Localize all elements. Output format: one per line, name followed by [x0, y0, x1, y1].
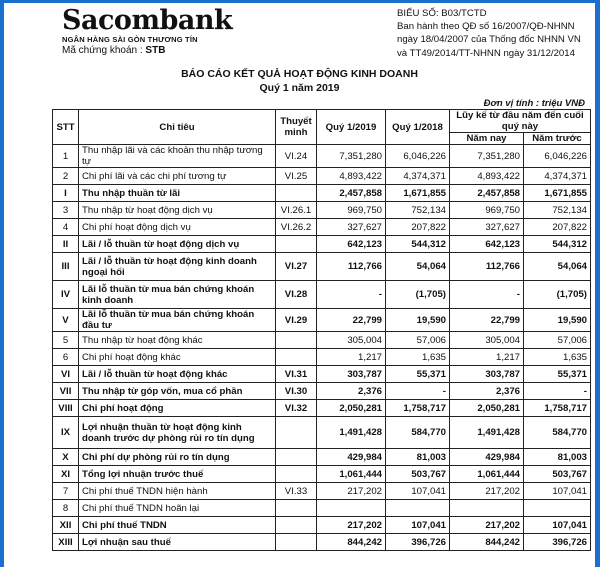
table-row [53, 400, 591, 417]
table-row [53, 417, 591, 449]
item-cell: Chi phí lãi và các chi phí tương tự [79, 168, 276, 185]
q1-2018-cell: 584,770 [386, 417, 450, 449]
ytd-last-year-cell: 4,374,371 [524, 168, 591, 185]
col-header-note: Thuyết minh [276, 110, 317, 145]
item-cell: Thu nhập từ hoạt động khác [79, 332, 276, 349]
q1-2018-cell: 544,312 [386, 236, 450, 253]
q1-2019-cell [317, 500, 386, 517]
note-cell [276, 449, 317, 466]
ytd-last-year-cell: 107,041 [524, 517, 591, 534]
q1-2019-cell: 2,376 [317, 383, 386, 400]
stt-cell: 8 [53, 500, 79, 517]
q1-2018-cell: 207,822 [386, 219, 450, 236]
q1-2018-cell: 1,671,855 [386, 185, 450, 202]
ytd-last-year-cell: 1,671,855 [524, 185, 591, 202]
ytd-this-year-cell: 112,766 [450, 253, 524, 281]
stt-cell: V [53, 309, 79, 332]
col-header-ytd: Lũy kế từ đầu năm đến cuối quý này [450, 110, 591, 133]
note-cell: VI.26.2 [276, 219, 317, 236]
ytd-last-year-cell: 207,822 [524, 219, 591, 236]
col-header-item: Chỉ tiêu [79, 110, 276, 145]
stt-cell: XIII [53, 534, 79, 551]
report-period: Quý 1 năm 2019 [259, 82, 340, 94]
ytd-last-year-cell: 107,041 [524, 483, 591, 500]
regulation-note [397, 7, 593, 60]
q1-2018-cell [386, 500, 450, 517]
q1-2019-cell: 2,457,858 [317, 185, 386, 202]
q1-2019-cell: 1,491,428 [317, 417, 386, 449]
q1-2018-cell: 396,726 [386, 534, 450, 551]
stt-cell: VI [53, 366, 79, 383]
q1-2018-cell: 503,767 [386, 466, 450, 483]
ytd-this-year-cell: 303,787 [450, 366, 524, 383]
ytd-this-year-cell: 217,202 [450, 517, 524, 534]
item-cell: Chi phí hoạt động [79, 400, 276, 417]
table-row [53, 332, 591, 349]
ytd-last-year-cell: 1,635 [524, 349, 591, 366]
note-cell [276, 417, 317, 449]
note-cell: VI.30 [276, 383, 317, 400]
item-cell: Chi phí thuế TNDN hiện hành [79, 483, 276, 500]
ytd-this-year-cell [450, 500, 524, 517]
q1-2019-cell: 22,799 [317, 309, 386, 332]
ytd-last-year-cell: 6,046,226 [524, 145, 591, 168]
note-cell [276, 534, 317, 551]
regulation-line-3: và TT49/2014/TT-NHNN ngày 31/12/2014 [397, 47, 575, 59]
q1-2019-cell: 969,750 [317, 202, 386, 219]
item-cell: Lãi / lỗ thuần từ hoạt động kinh doanh ngoại hối [79, 253, 276, 281]
q1-2019-cell: 1,217 [317, 349, 386, 366]
ytd-last-year-cell: - [524, 383, 591, 400]
note-cell [276, 236, 317, 253]
item-cell: Chi phí dự phòng rủi ro tín dụng [79, 449, 276, 466]
item-cell: Tổng lợi nhuận trước thuế [79, 466, 276, 483]
table-row [53, 145, 591, 168]
table-body [53, 145, 591, 551]
q1-2019-cell: 112,766 [317, 253, 386, 281]
item-cell: Lãi lỗ thuần từ mua bán chứng khoán kinh doanh [79, 281, 276, 309]
ytd-last-year-cell: 54,064 [524, 253, 591, 281]
table-row [53, 517, 591, 534]
note-cell: VI.25 [276, 168, 317, 185]
table-row [53, 219, 591, 236]
ytd-this-year-cell: 1,061,444 [450, 466, 524, 483]
ytd-last-year-cell: 81,003 [524, 449, 591, 466]
form-code: BIỂU SỐ: B03/TCTD [397, 8, 487, 19]
stock-code [62, 45, 165, 56]
q1-2019-cell: 4,893,422 [317, 168, 386, 185]
note-cell: VI.26.1 [276, 202, 317, 219]
ytd-last-year-cell: 19,590 [524, 309, 591, 332]
q1-2019-cell: 303,787 [317, 366, 386, 383]
ytd-last-year-cell: 1,758,717 [524, 400, 591, 417]
note-cell: VI.24 [276, 145, 317, 168]
col-header-stt: STT [53, 110, 79, 145]
q1-2018-cell: (1,705) [386, 281, 450, 309]
q1-2019-cell: 429,984 [317, 449, 386, 466]
ytd-last-year-cell: 503,767 [524, 466, 591, 483]
table-row [53, 449, 591, 466]
col-header-q1-2018: Quý 1/2018 [386, 110, 450, 145]
table-row [53, 366, 591, 383]
q1-2019-cell: 217,202 [317, 517, 386, 534]
table-row [53, 383, 591, 400]
q1-2018-cell: 107,041 [386, 517, 450, 534]
q1-2018-cell: - [386, 383, 450, 400]
stt-cell: 1 [53, 145, 79, 168]
report-page [4, 3, 595, 567]
note-cell [276, 500, 317, 517]
ytd-this-year-cell: 2,050,281 [450, 400, 524, 417]
note-cell: VI.28 [276, 281, 317, 309]
unit-note: Đơn vị tính : triệu VNĐ [483, 98, 585, 109]
q1-2018-cell: 1,635 [386, 349, 450, 366]
q1-2018-cell: 4,374,371 [386, 168, 450, 185]
q1-2019-cell: 2,050,281 [317, 400, 386, 417]
ytd-last-year-cell: 584,770 [524, 417, 591, 449]
ytd-this-year-cell: 1,491,428 [450, 417, 524, 449]
table-row [53, 168, 591, 185]
ytd-last-year-cell [524, 500, 591, 517]
table-row [53, 534, 591, 551]
item-cell: Chi phí thuế TNDN hoãn lại [79, 500, 276, 517]
note-cell: VI.32 [276, 400, 317, 417]
item-cell: Thu nhập từ góp vốn, mua cổ phần [79, 383, 276, 400]
ytd-this-year-cell: 969,750 [450, 202, 524, 219]
ytd-last-year-cell: 752,134 [524, 202, 591, 219]
note-cell [276, 349, 317, 366]
ytd-this-year-cell: 4,893,422 [450, 168, 524, 185]
item-cell: Thu nhập thuần từ lãi [79, 185, 276, 202]
table-row [53, 236, 591, 253]
item-cell: Lợi nhuận sau thuế [79, 534, 276, 551]
ytd-last-year-cell: (1,705) [524, 281, 591, 309]
logo-wordmark: Sacombank [62, 5, 233, 36]
stt-cell: 3 [53, 202, 79, 219]
stt-cell: X [53, 449, 79, 466]
stt-cell: VII [53, 383, 79, 400]
sacombank-logo [62, 7, 232, 44]
note-cell: VI.29 [276, 309, 317, 332]
q1-2018-cell: 6,046,226 [386, 145, 450, 168]
q1-2019-cell: 327,627 [317, 219, 386, 236]
note-cell [276, 466, 317, 483]
stt-cell: VIII [53, 400, 79, 417]
note-cell: VI.33 [276, 483, 317, 500]
table-row [53, 349, 591, 366]
item-cell: Lãi lỗ thuần từ mua bán chứng khoán đầu tư [79, 309, 276, 332]
table-row [53, 500, 591, 517]
table-row [53, 281, 591, 309]
ytd-this-year-cell: - [450, 281, 524, 309]
note-cell: VI.31 [276, 366, 317, 383]
stt-cell: 6 [53, 349, 79, 366]
note-cell [276, 185, 317, 202]
q1-2018-cell: 752,134 [386, 202, 450, 219]
ytd-this-year-cell: 7,351,280 [450, 145, 524, 168]
table-row [53, 253, 591, 281]
item-cell: Thu nhập từ hoạt động dịch vụ [79, 202, 276, 219]
q1-2019-cell: 1,061,444 [317, 466, 386, 483]
q1-2018-cell: 19,590 [386, 309, 450, 332]
logo-slogan: NGÂN HÀNG SÀI GÒN THƯƠNG TÍN [62, 35, 198, 44]
regulation-line-1: Ban hành theo QĐ số 16/2007/QĐ-NHNN [397, 21, 575, 33]
table-row [53, 202, 591, 219]
q1-2019-cell: 305,004 [317, 332, 386, 349]
q1-2018-cell: 107,041 [386, 483, 450, 500]
ytd-this-year-cell: 844,242 [450, 534, 524, 551]
q1-2019-cell: - [317, 281, 386, 309]
ytd-last-year-cell: 57,006 [524, 332, 591, 349]
regulation-line-2: ngày 18/04/2007 của Thống đốc NHNN VN [397, 34, 581, 46]
q1-2019-cell: 844,242 [317, 534, 386, 551]
table-row [53, 466, 591, 483]
ytd-this-year-cell: 2,457,858 [450, 185, 524, 202]
stt-cell: I [53, 185, 79, 202]
table-row [53, 185, 591, 202]
ytd-this-year-cell: 429,984 [450, 449, 524, 466]
stock-code-label: Mã chứng khoán : [62, 45, 146, 56]
q1-2019-cell: 642,123 [317, 236, 386, 253]
item-cell: Chi phí hoạt động khác [79, 349, 276, 366]
report-title-block [4, 67, 595, 95]
note-cell [276, 332, 317, 349]
q1-2019-cell: 7,351,280 [317, 145, 386, 168]
col-header-this-year: Năm nay [450, 133, 524, 145]
stt-cell: 5 [53, 332, 79, 349]
ytd-this-year-cell: 2,376 [450, 383, 524, 400]
stt-cell: XII [53, 517, 79, 534]
q1-2018-cell: 57,006 [386, 332, 450, 349]
q1-2019-cell: 217,202 [317, 483, 386, 500]
q1-2018-cell: 1,758,717 [386, 400, 450, 417]
stt-cell: IV [53, 281, 79, 309]
ytd-this-year-cell: 305,004 [450, 332, 524, 349]
item-cell: Lãi / lỗ thuần từ hoạt động dịch vụ [79, 236, 276, 253]
item-cell: Chi phí hoạt động dịch vụ [79, 219, 276, 236]
table-row [53, 483, 591, 500]
ytd-this-year-cell: 22,799 [450, 309, 524, 332]
col-header-last-year: Năm trước [524, 133, 591, 145]
stt-cell: 4 [53, 219, 79, 236]
stt-cell: 7 [53, 483, 79, 500]
ytd-last-year-cell: 55,371 [524, 366, 591, 383]
note-cell [276, 517, 317, 534]
ytd-this-year-cell: 327,627 [450, 219, 524, 236]
report-title: BÁO CÁO KẾT QUẢ HOẠT ĐỘNG KINH DOANH [181, 68, 418, 80]
q1-2018-cell: 55,371 [386, 366, 450, 383]
q1-2018-cell: 81,003 [386, 449, 450, 466]
item-cell: Lợi nhuận thuần từ hoạt động kinh doanh trước dự phòng rủi ro tín dụng [79, 417, 276, 449]
item-cell: Lãi / lỗ thuần từ hoạt động khác [79, 366, 276, 383]
stt-cell: III [53, 253, 79, 281]
q1-2018-cell: 54,064 [386, 253, 450, 281]
ytd-last-year-cell: 396,726 [524, 534, 591, 551]
table-header-row [53, 110, 591, 133]
ytd-this-year-cell: 642,123 [450, 236, 524, 253]
item-cell: Chi phí thuế TNDN [79, 517, 276, 534]
stt-cell: 2 [53, 168, 79, 185]
note-cell: VI.27 [276, 253, 317, 281]
stt-cell: IX [53, 417, 79, 449]
col-header-q1-2019: Quý 1/2019 [317, 110, 386, 145]
income-statement-table [52, 109, 591, 551]
stock-code-value: STB [145, 45, 166, 56]
item-cell: Thu nhập lãi và các khoản thu nhập tương tự [79, 145, 276, 168]
stt-cell: II [53, 236, 79, 253]
stt-cell: XI [53, 466, 79, 483]
ytd-this-year-cell: 217,202 [450, 483, 524, 500]
ytd-this-year-cell: 1,217 [450, 349, 524, 366]
ytd-last-year-cell: 544,312 [524, 236, 591, 253]
table-row [53, 309, 591, 332]
